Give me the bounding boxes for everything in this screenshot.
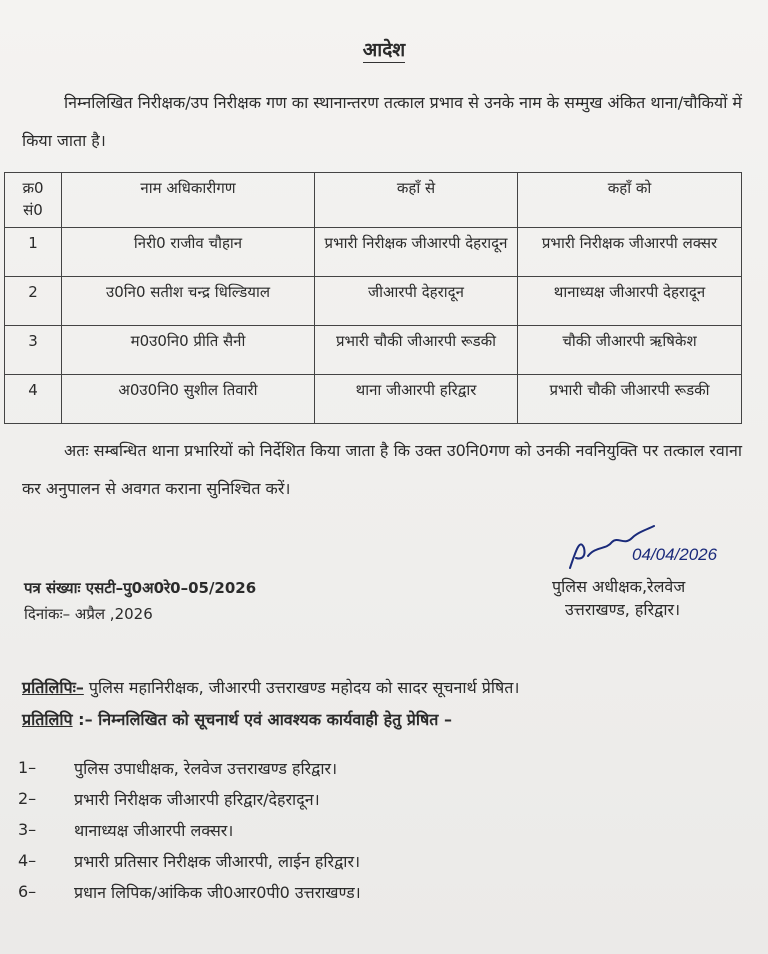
document-title: आदेश bbox=[362, 39, 406, 61]
cell-serial: 3 bbox=[5, 326, 62, 375]
transfer-table bbox=[4, 172, 742, 424]
list-item bbox=[18, 876, 758, 907]
cell-name: म0उ0नि0 प्रीति सैनी bbox=[62, 326, 315, 375]
list-item bbox=[18, 845, 758, 876]
table-row bbox=[5, 228, 742, 277]
copy-label: प्रतिलिपि bbox=[22, 710, 73, 729]
copy-to-list-heading bbox=[22, 708, 752, 730]
copy-to-ig bbox=[22, 676, 752, 698]
list-item-text: प्रभारी प्रतिसार निरीक्षक जीआरपी, लाईन हरिद्वार। bbox=[74, 851, 361, 871]
intro-paragraph: निम्नलिखित निरीक्षक/उप निरीक्षक गण का स्थानान्तरण तत्काल प्रभाव से उनके नाम के सम्मुख अंकित थाना/चौकियों में किया जाता है। bbox=[22, 93, 742, 150]
letter-number: पत्र संख्याः एसटी–पु0अ0रे0–05/2026 bbox=[24, 579, 257, 597]
list-item bbox=[18, 752, 758, 783]
cell-to: प्रभारी निरीक्षक जीआरपी लक्सर bbox=[518, 228, 742, 277]
cell-from: थाना जीआरपी हरिद्वार bbox=[315, 375, 518, 424]
signatory-location: उत्तराखण्ड, हरिद्वार। bbox=[565, 600, 681, 619]
cell-serial: 2 bbox=[5, 277, 62, 326]
list-item-text: पुलिस उपाधीक्षक, रेलवेज उत्तराखण्ड हरिद्वार। bbox=[74, 758, 338, 778]
copy-text: :– निम्नलिखित को सूचनार्थ एवं आवश्यक कार्यवाही हेतु प्रेषित – bbox=[72, 710, 452, 729]
letter-date: दिनांकः– अप्रैल ,2026 bbox=[24, 605, 153, 623]
handwritten-signature bbox=[562, 520, 762, 570]
table-header-row bbox=[5, 173, 742, 228]
distribution-list bbox=[18, 752, 758, 907]
instruction-paragraph: अतः सम्बन्धित थाना प्रभारियों को निर्देशित किया जाता है कि उक्त उ0नि0गण को उनकी नवनियुक्ति पर तत्काल रवाना कर अनुपालन से अवगत कराना सुनिश्चित करें। bbox=[22, 441, 742, 498]
table-row bbox=[5, 326, 742, 375]
list-item-number: 2– bbox=[18, 789, 37, 808]
header-serial: क्र0 सं0 bbox=[5, 173, 62, 228]
cell-to: थानाध्यक्ष जीआरपी देहरादून bbox=[518, 277, 742, 326]
copy-text: पुलिस महानिरीक्षक, जीआरपी उत्तराखण्ड महोदय को सादर सूचनार्थ प्रेषित। bbox=[83, 678, 520, 697]
cell-from: प्रभारी चौकी जीआरपी रूडकी bbox=[315, 326, 518, 375]
cell-name: अ0उ0नि0 सुशील तिवारी bbox=[62, 375, 315, 424]
copy-label: प्रतिलिपिः– bbox=[22, 678, 84, 697]
cell-name: निरी0 राजीव चौहान bbox=[62, 228, 315, 277]
cell-from: जीआरपी देहरादून bbox=[315, 277, 518, 326]
header-to: कहाँ को bbox=[518, 173, 742, 228]
list-item-text: प्रभारी निरीक्षक जीआरपी हरिद्वार/देहरादून। bbox=[74, 789, 320, 809]
list-item-text: प्रधान लिपिक/आंकिक जी0आर0पी0 उत्तराखण्ड। bbox=[74, 882, 361, 902]
cell-to: प्रभारी चौकी जीआरपी रूडकी bbox=[518, 375, 742, 424]
list-item-number: 3– bbox=[18, 820, 37, 839]
header-from: कहाँ से bbox=[315, 173, 518, 228]
signature-date: 04/04/2026 bbox=[632, 545, 718, 564]
header-name: नाम अधिकारीगण bbox=[62, 173, 315, 228]
cell-to: चौकी जीआरपी ऋषिकेश bbox=[518, 326, 742, 375]
signatory-designation: पुलिस अधीक्षक,रेलवेज bbox=[552, 577, 686, 596]
table-row bbox=[5, 375, 742, 424]
list-item-number: 1– bbox=[18, 758, 37, 777]
list-item-text: थानाध्यक्ष जीआरपी लक्सर। bbox=[74, 820, 234, 840]
list-item-number: 4– bbox=[18, 851, 37, 870]
list-item bbox=[18, 814, 758, 845]
list-item-number: 6– bbox=[18, 882, 37, 901]
list-item bbox=[18, 783, 758, 814]
cell-serial: 1 bbox=[5, 228, 62, 277]
table-row bbox=[5, 277, 742, 326]
cell-serial: 4 bbox=[5, 375, 62, 424]
cell-from: प्रभारी निरीक्षक जीआरपी देहरादून bbox=[315, 228, 518, 277]
cell-name: उ0नि0 सतीश चन्द्र धिल्डियाल bbox=[62, 277, 315, 326]
